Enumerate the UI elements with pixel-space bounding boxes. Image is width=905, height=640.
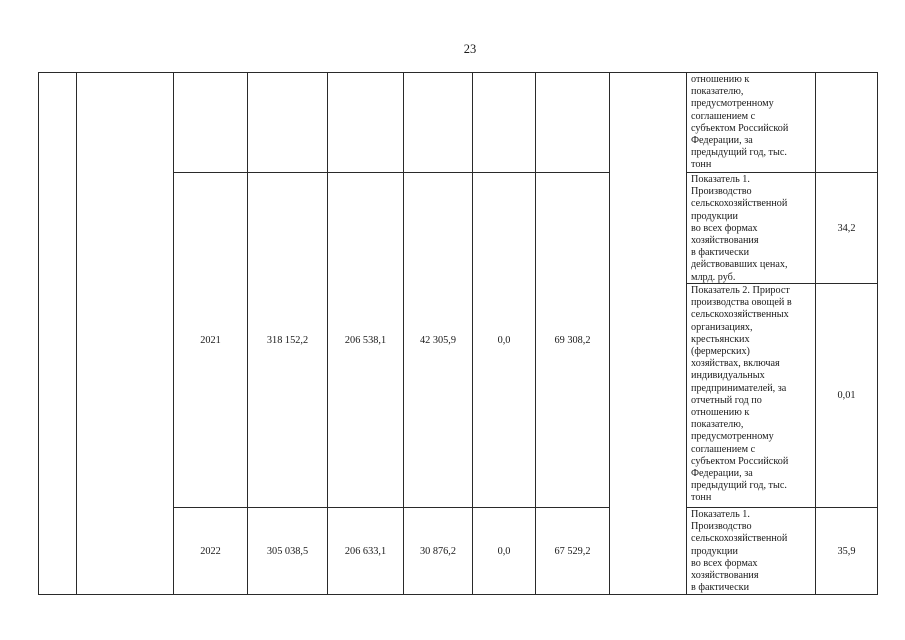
year-cell: 2021 [173, 172, 248, 508]
amount-cell: 206 538,1 [327, 172, 404, 508]
continuation-amount-cell [247, 72, 328, 173]
continuation-year-cell [173, 72, 248, 173]
continuation-amount-cell [327, 72, 404, 173]
amount-cell: 42 305,9 [403, 172, 473, 508]
total-amount-cell: 318 152,2 [247, 172, 328, 508]
total-amount-cell: 305 038,5 [247, 507, 328, 595]
continuation-amount-cell [403, 72, 473, 173]
year-cell: 2022 [173, 507, 248, 595]
amount-cell: 0,0 [472, 507, 536, 595]
amount-cell: 0,0 [472, 172, 536, 508]
indicator-value: 35,9 [815, 507, 878, 595]
indicator-text: Показатель 1. Производство сельскохозяйственной продукции во всех формах хозяйствования в фактически действовавших ценах, млрд. руб. [686, 172, 816, 284]
amount-cell: 30 876,2 [403, 507, 473, 595]
indicator-text: Показатель 1. Производство сельскохозяйственной продукции во всех формах хозяйствования в фактически [686, 507, 816, 595]
page-number: 23 [463, 42, 477, 56]
indicator-text: Показатель 2. Прирост производства овощей в сельскохозяйственных организациях, крестьянских (фермерских) хозяйствах, включая индивидуальных предпринимателей, за отчетный год по отношению к показателю, предусмотренному соглашением с субъектом Российской Федерации, за предыдущий год, тыс. тонн [686, 283, 816, 508]
continuation-indicator-value [815, 72, 878, 173]
continuation-amount-cell [535, 72, 610, 173]
empty-column-1 [38, 72, 77, 595]
empty-column-9 [609, 72, 687, 595]
empty-column-2 [76, 72, 174, 595]
indicator-value: 34,2 [815, 172, 878, 284]
amount-cell: 69 308,2 [535, 172, 610, 508]
amount-cell: 67 529,2 [535, 507, 610, 595]
amount-cell: 206 633,1 [327, 507, 404, 595]
continuation-indicator-text: отношению к показателю, предусмотренному соглашением с субъектом Российской Федерации, за предыдущий год, тыс. тонн [686, 72, 816, 173]
continuation-amount-cell [472, 72, 536, 173]
indicator-value: 0,01 [815, 283, 878, 508]
